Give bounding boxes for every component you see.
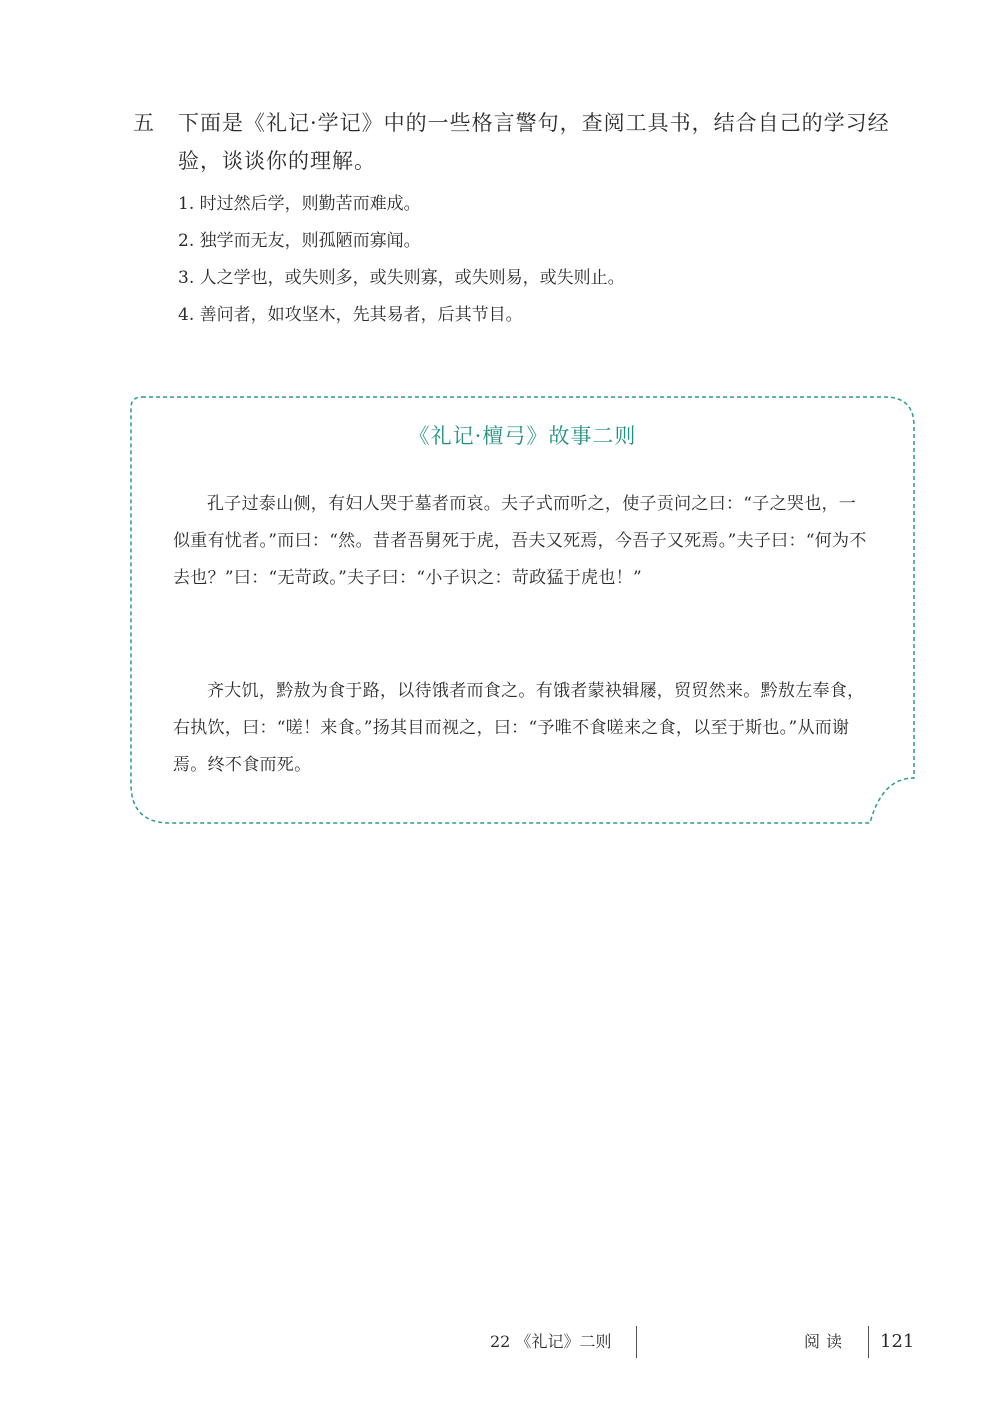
page-number: 121 [880, 1331, 915, 1352]
story-tiger: 孔子过泰山侧，有妇人哭于墓者而哀。夫子式而听之，使子贡问之曰：“子之哭也，一似重有忧者。”而曰：“然。昔者吾舅死于虎，吾夫又死焉，今吾子又死焉。”夫子曰：“何为不去也？”曰：“无苛政。”夫子曰：“小子识之：苛政猛于虎也！” [173, 494, 867, 588]
exercise-prompt: 下面是《礼记·学记》中的一些格言警句，查阅工具书，结合自己的学习经验，谈谈你的理解。 [178, 111, 890, 173]
reading-box [130, 396, 915, 824]
footer-section-label: 阅读 [804, 1332, 849, 1351]
reading-box-title: 《礼记·檀弓》故事二则 [408, 424, 637, 448]
exercise-five [133, 104, 923, 334]
maxim-item-4: 4. 善问者，如攻坚木，先其易者，后其节目。 [178, 305, 523, 325]
maxim-list [178, 186, 923, 334]
exercise-heading [133, 104, 923, 180]
exercise-number: 五 [133, 111, 154, 135]
maxim-item-3: 3. 人之学也，或失则多，或失则寡，或失则易，或失则止。 [178, 268, 625, 288]
maxim-item-1: 1. 时过然后学，则勤苦而难成。 [178, 194, 421, 214]
story-famine: 齐大饥，黔敖为食于路，以待饿者而食之。有饿者蒙袂辑屦，贸贸然来。黔敖左奉食，右执饮，曰：“嗟！来食。”扬其目而视之，曰：“予唯不食嗟来之食，以至于斯也。”从而谢焉。终不食而死。 [173, 681, 865, 775]
maxim-item-2: 2. 独学而无友，则孤陋而寡闻。 [178, 231, 421, 251]
footer-lesson-title: 22 《礼记》二则 [490, 1332, 612, 1351]
footer-divider [636, 1326, 637, 1358]
footer-divider [868, 1326, 869, 1358]
